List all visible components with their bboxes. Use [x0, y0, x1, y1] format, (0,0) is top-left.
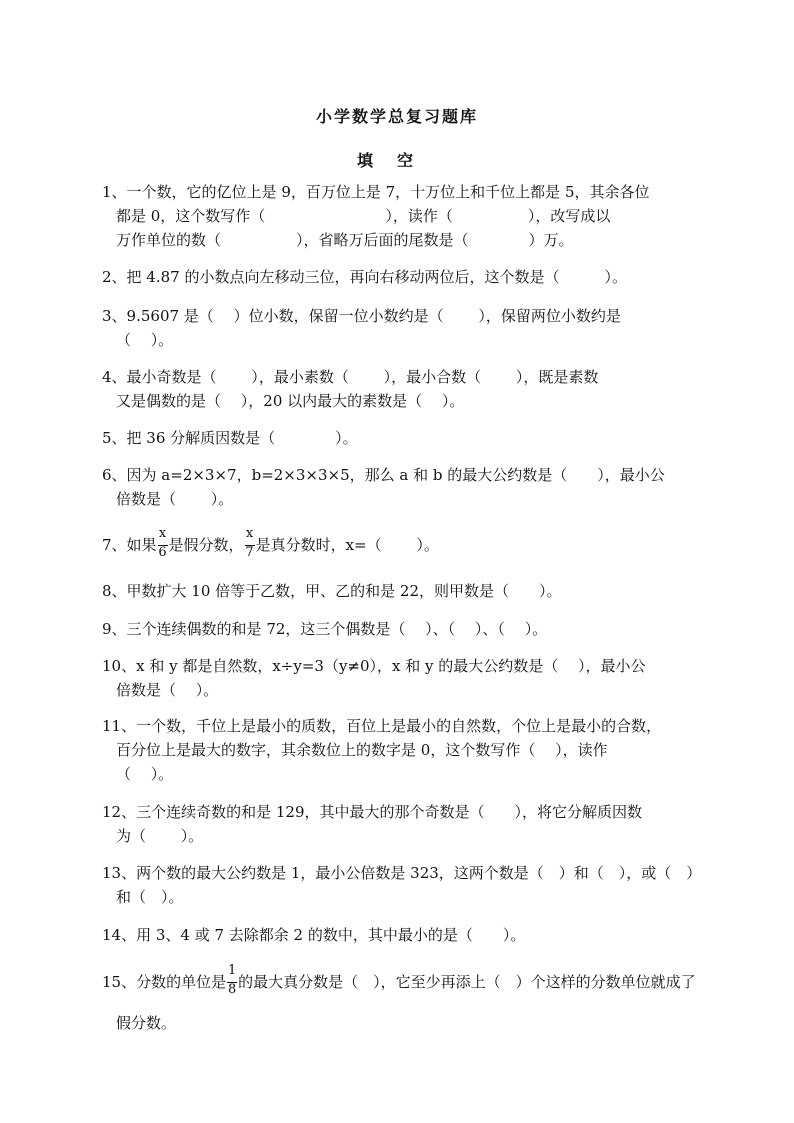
question-line: 12、三个连续奇数的和是 129，其中最大的那个奇数是（ ），将它分解质因数: [102, 803, 642, 821]
question-line: 6、因为 a=2×3×7，b=2×3×3×5，那么 a 和 b 的最大公约数是（ ），最小公: [102, 466, 665, 484]
question-line: 百分位上是最大的数字，其余数位上的数字是 0，这个数写作（ ），读作: [116, 741, 608, 759]
question-9: [102, 617, 692, 641]
question-line: 3、9.5607 是（ ）位小数，保留一位小数约是（ ），保留两位小数约是: [102, 307, 621, 325]
question-line: 2、把 4.87 的小数点向左移动三位，再向右移动两位后，这个数是（ ）。: [102, 268, 627, 286]
q7-text-middle: 是假分数，: [168, 536, 244, 554]
q7-text-before: 7、如果: [102, 536, 157, 554]
question-10: [102, 654, 692, 702]
question-line: 假分数。: [116, 1014, 177, 1032]
question-line: 都是 0，这个数写作（ ），读作（ ），改写成以: [116, 207, 611, 225]
question-line: 4、最小奇数是（ ），最小素数（ ），最小合数（ ），既是素数: [102, 368, 599, 386]
fraction-numerator: x: [158, 526, 167, 541]
question-line: （ ）。: [116, 331, 174, 349]
question-line: （ ）。: [116, 765, 174, 783]
page-title: 小学数学总复习题库: [315, 107, 478, 126]
q7-text-after: 是真分数时，x=（ ）。: [255, 536, 439, 554]
question-3: [102, 304, 692, 352]
question-line: 11、一个数，千位上是最小的质数，百位上是最小的自然数，个位上是最小的合数，: [102, 717, 662, 735]
question-line: [102, 963, 696, 999]
fraction-numerator: 1: [227, 963, 237, 978]
fraction-denominator: 6: [158, 545, 167, 560]
q15-text-after: 的最大真分数是（ ），它至少再添上（ ）个这样的分数单位就成了: [238, 973, 696, 991]
question-line: [102, 526, 692, 562]
fraction-denominator: 8: [227, 982, 237, 997]
question-line: 9、三个连续偶数的和是 72，这三个偶数是（ ）、（ ）、（ ）。: [102, 620, 548, 638]
question-13: [102, 861, 702, 909]
question-line: 5、把 36 分解质因数是（ ）。: [102, 429, 358, 447]
question-14: [102, 923, 692, 947]
question-15: [102, 963, 696, 1035]
fraction-denominator: 7: [245, 545, 254, 560]
question-line: 8、甲数扩大 10 倍等于乙数，甲、乙的和是 22，则甲数是（ ）。: [102, 582, 562, 600]
question-line: 14、用 3、4 或 7 去除都余 2 的数中，其中最小的是（ ）。: [102, 926, 526, 944]
question-4: [102, 365, 692, 413]
question-line: 和（ ）。: [116, 888, 184, 906]
question-line: 又是偶数的是（ ），20 以内最大的素数是（ ）。: [116, 392, 465, 410]
fraction-1-over-8: [227, 963, 237, 999]
section-heading: [0, 148, 794, 171]
question-line: 万作单位的数（ ），省略万后面的尾数是（ ）万。: [116, 231, 574, 249]
question-1: [102, 180, 692, 252]
question-line: 为（ ）。: [116, 827, 204, 845]
section-heading-text: 填空: [356, 151, 437, 170]
question-12: [102, 800, 692, 848]
fraction-x-over-6: [158, 526, 168, 562]
question-line: 倍数是（ ）。: [116, 681, 219, 699]
question-5: [102, 426, 692, 450]
fraction-x-over-7: [245, 526, 255, 562]
question-6: [102, 463, 692, 511]
question-11: [102, 714, 692, 786]
question-line: 13、两个数的最大公约数是 1，最小公倍数是 323，这两个数是（ ）和（ ），或（ ）: [102, 864, 702, 882]
question-line: 倍数是（ ）。: [116, 490, 234, 508]
q15-text-before: 15、分数的单位是: [102, 973, 227, 991]
question-2: [102, 265, 692, 289]
question-line: 1、一个数，它的亿位上是 9，百万位上是 7，十万位上和千位上都是 5，其余各位: [102, 183, 650, 201]
question-7: [102, 526, 692, 562]
question-line: 10、x 和 y 都是自然数，x÷y=3（y≠0），x 和 y 的最大公约数是（ ），最小公: [102, 657, 646, 675]
fraction-numerator: x: [245, 526, 254, 541]
question-8: [102, 579, 692, 603]
